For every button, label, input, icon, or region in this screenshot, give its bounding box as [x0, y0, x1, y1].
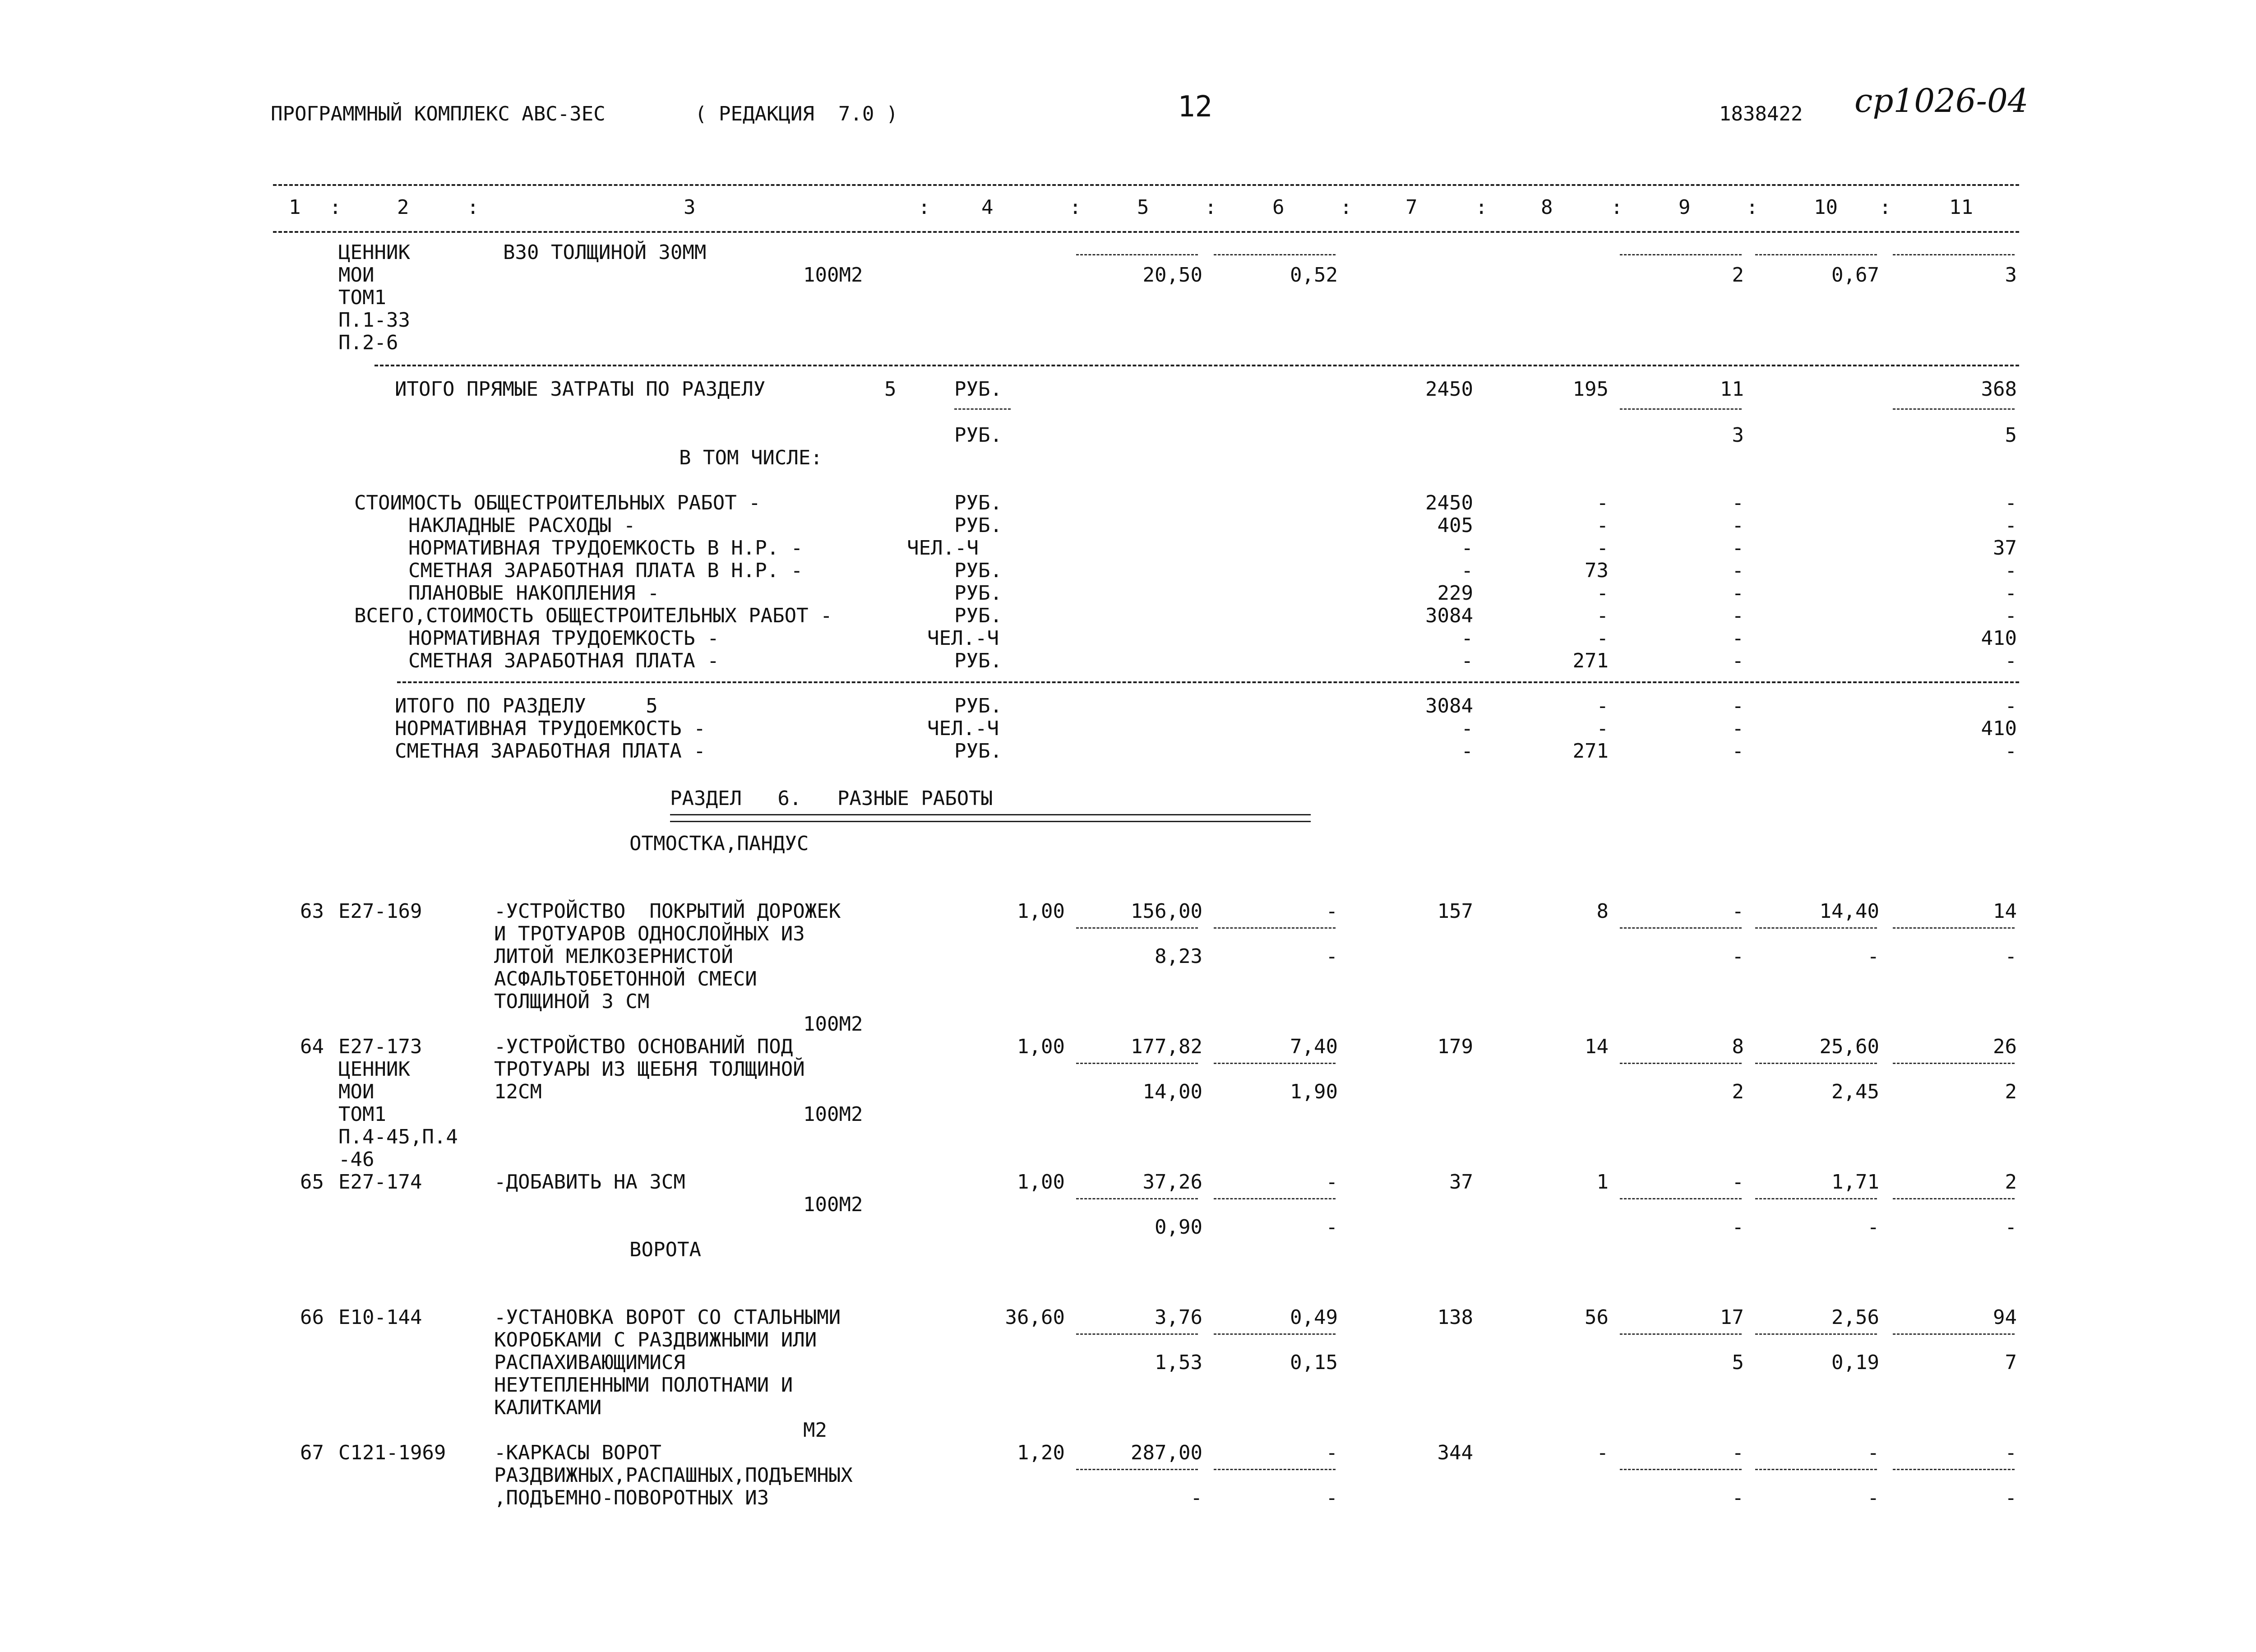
- cell-c4: 1,00: [1017, 1171, 1065, 1194]
- double-rule: [670, 814, 1311, 822]
- cell-c9: -: [1732, 514, 1744, 537]
- cell-c4: 1,00: [1017, 1035, 1065, 1058]
- cell-c5: 0,90: [1155, 1216, 1202, 1239]
- item-description: И ТРОТУАРОВ ОДНОСЛОЙНЫХ ИЗ: [494, 922, 805, 945]
- item-reference: МОИ: [338, 1080, 374, 1103]
- item-description: ТОЛЩИНОЙ 3 СМ: [494, 990, 650, 1013]
- total-unit: РУБ.: [954, 694, 1002, 717]
- subrule: [1076, 1469, 1198, 1470]
- column-header-cell: :: [1069, 196, 1082, 219]
- subrule: [1755, 927, 1877, 929]
- item-unit: 100М2: [803, 1103, 863, 1126]
- cell-c6: 0,49: [1290, 1306, 1338, 1329]
- subrule: [1755, 1469, 1877, 1470]
- cell-c5: 177,82: [1131, 1035, 1202, 1058]
- summary-unit: ЧЕЛ.-Ч: [907, 537, 979, 560]
- cell-c7: 179: [1437, 1035, 1473, 1058]
- subrule: [1076, 1063, 1198, 1064]
- cell-c11: 5: [2005, 424, 2017, 447]
- subrule: [1214, 1469, 1336, 1470]
- subrule: [1755, 1333, 1877, 1335]
- column-header-cell: :: [329, 196, 342, 219]
- item-number: 63: [300, 900, 324, 923]
- cell-c11: 37: [1993, 537, 2017, 560]
- summary-label: ПЛАНОВЫЕ НАКОПЛЕНИЯ -: [408, 582, 660, 605]
- subrule: [954, 408, 1011, 410]
- cell-c11: -: [2005, 1216, 2017, 1239]
- item-code: Е27-174: [338, 1171, 422, 1194]
- subrule: [1076, 254, 1198, 255]
- column-header-cell: 11: [1949, 196, 1973, 219]
- cell-c7: -: [1461, 627, 1473, 650]
- cell-c7: 405: [1437, 514, 1473, 537]
- item-number: 66: [300, 1306, 324, 1329]
- direct-costs-unit: РУБ.: [954, 378, 1002, 401]
- summary-unit: РУБ.: [954, 491, 1002, 514]
- cell-c10: 2,56: [1831, 1306, 1879, 1329]
- subrule: [1893, 1198, 2015, 1199]
- cell-c6: 1,90: [1290, 1080, 1338, 1103]
- rule: [374, 365, 2019, 366]
- cell-c8: 271: [1572, 649, 1609, 672]
- summary-label: СМЕТНАЯ ЗАРАБОТНАЯ ПЛАТА -: [408, 649, 719, 672]
- subrule: [1893, 1063, 2015, 1064]
- column-header-cell: :: [1340, 196, 1352, 219]
- cell-c8: -: [1596, 604, 1609, 627]
- subrule: [1214, 1063, 1336, 1064]
- subrule: [1620, 408, 1742, 410]
- cell-c8: 14: [1585, 1035, 1609, 1058]
- cell-c5: -: [1190, 1486, 1202, 1509]
- cell-c6: -: [1326, 1216, 1338, 1239]
- item-code: Е10-144: [338, 1306, 422, 1329]
- cell-c6: 7,40: [1290, 1035, 1338, 1058]
- cell-c9: -: [1732, 900, 1744, 923]
- cell-c8: 195: [1572, 378, 1609, 401]
- cell-c6: -: [1326, 900, 1338, 923]
- cell-c11: -: [2005, 1486, 2017, 1509]
- cell-c9: -: [1732, 1171, 1744, 1194]
- cell-c7: 3084: [1425, 694, 1473, 717]
- document-code: 1838422: [1719, 102, 1803, 125]
- summary-unit: РУБ.: [954, 649, 1002, 672]
- cell-c11: 2: [2005, 1171, 2017, 1194]
- item-description: -КАРКАСЫ ВОРОТ: [494, 1441, 661, 1464]
- rule-top: [273, 184, 2019, 186]
- item-reference: П.4-45,П.4: [338, 1125, 458, 1148]
- cell-c7: -: [1461, 649, 1473, 672]
- subrule: [1755, 1198, 1877, 1199]
- cell-c10: 0,67: [1831, 264, 1879, 287]
- item-description: РАСПАХИВАЮЩИМИСЯ: [494, 1351, 685, 1374]
- cell-c11: 7: [2005, 1351, 2017, 1374]
- cell-c9: 8: [1732, 1035, 1744, 1058]
- cell-c9: -: [1732, 1216, 1744, 1239]
- cell-c11: 26: [1993, 1035, 2017, 1058]
- cell-c11: -: [2005, 945, 2017, 968]
- cell-c9: -: [1732, 491, 1744, 514]
- cell-c9: -: [1732, 1441, 1744, 1464]
- cell-c7: -: [1461, 717, 1473, 740]
- column-header-cell: 10: [1814, 196, 1838, 219]
- item-unit: 100М2: [803, 1193, 863, 1216]
- summary-label: СТОИМОСТЬ ОБЩЕСТРОИТЕЛЬНЫХ РАБОТ -: [354, 491, 761, 514]
- item-description: РАЗДВИЖНЫХ,РАСПАШНЫХ,ПОДЪЕМНЫХ: [494, 1464, 853, 1487]
- column-header-cell: :: [1205, 196, 1217, 219]
- summary-label: СМЕТНАЯ ЗАРАБОТНАЯ ПЛАТА В Н.Р. -: [408, 559, 803, 582]
- cell-c9: -: [1732, 582, 1744, 605]
- cell-c10: 25,60: [1819, 1035, 1879, 1058]
- subrule: [1214, 1198, 1336, 1199]
- cell-c5: 37,26: [1142, 1171, 1202, 1194]
- cell-c8: -: [1596, 1441, 1609, 1464]
- cell-c11: -: [2005, 514, 2017, 537]
- subrule: [1893, 1469, 2015, 1470]
- cell-c9: -: [1732, 537, 1744, 560]
- including-label: В ТОМ ЧИСЛЕ:: [679, 446, 823, 469]
- cell-c9: 3: [1732, 424, 1744, 447]
- subrule: [1076, 1198, 1198, 1199]
- cell-c7: 2450: [1425, 491, 1473, 514]
- cell-c6: 0,15: [1290, 1351, 1338, 1374]
- column-header-cell: :: [467, 196, 479, 219]
- cell-c7: 3084: [1425, 604, 1473, 627]
- item-code: Е27-173: [338, 1035, 422, 1058]
- item-description: АСФАЛЬТОБЕТОННОЙ СМЕСИ: [494, 967, 757, 990]
- subrule: [1755, 1063, 1877, 1064]
- subrule: [1214, 1333, 1336, 1335]
- cell-c8: -: [1596, 491, 1609, 514]
- cell-c7: 157: [1437, 900, 1473, 923]
- cell-c9: -: [1732, 649, 1744, 672]
- program-title: ПРОГРАММНЫЙ КОМПЛЕКС АВС-3ЕС: [271, 102, 606, 125]
- cell-c11: 14: [1993, 900, 2017, 923]
- cell-c10: 0,19: [1831, 1351, 1879, 1374]
- cell-c7: -: [1461, 740, 1473, 763]
- summary-unit: РУБ.: [954, 604, 1002, 627]
- item-unit: М2: [803, 1419, 827, 1442]
- cell-c4: 1,00: [1017, 900, 1065, 923]
- cell-c10: 14,40: [1819, 900, 1879, 923]
- cell-c9: -: [1732, 740, 1744, 763]
- cell-c9: 11: [1720, 378, 1744, 401]
- column-header-cell: 4: [981, 196, 994, 219]
- direct-costs-unit2: РУБ.: [954, 424, 1002, 447]
- cell-c4: 1,20: [1017, 1441, 1065, 1464]
- cell-c9: 17: [1720, 1306, 1744, 1329]
- column-header-cell: 3: [684, 196, 696, 219]
- subrule: [1620, 927, 1742, 929]
- cell-c5: 8,23: [1155, 945, 1202, 968]
- item-description: НЕУТЕПЛЕННЫМИ ПОЛОТНАМИ И: [494, 1374, 793, 1397]
- subrule: [1893, 254, 2015, 255]
- cell-c6: -: [1326, 945, 1338, 968]
- column-header-cell: :: [1611, 196, 1623, 219]
- cell-c5: 20,50: [1142, 264, 1202, 287]
- column-header-cell: 7: [1405, 196, 1418, 219]
- item-reference: ТОМ1: [338, 1103, 386, 1126]
- item-description: ,ПОДЪЕМНО-ПОВОРОТНЫХ ИЗ: [494, 1486, 769, 1509]
- cell-c11: -: [2005, 694, 2017, 717]
- item-description: -УСТРОЙСТВО ПОКРЫТИЙ ДОРОЖЕК: [494, 900, 841, 923]
- item-reference: ЦЕННИК: [338, 1058, 410, 1081]
- item-description: КАЛИТКАМИ: [494, 1396, 602, 1419]
- cell-c8: -: [1596, 514, 1609, 537]
- rule-header-bottom: [273, 231, 2019, 233]
- cell-c10: -: [1867, 1441, 1879, 1464]
- cell-c5: 1,53: [1155, 1351, 1202, 1374]
- summary-label: ВСЕГО,СТОИМОСТЬ ОБЩЕСТРОИТЕЛЬНЫХ РАБОТ -: [354, 604, 832, 627]
- column-header-cell: 8: [1541, 196, 1553, 219]
- subrule: [1620, 1063, 1742, 1064]
- cell-c9: -: [1732, 717, 1744, 740]
- cell-c10: -: [1867, 945, 1879, 968]
- summary-label: НОРМАТИВНАЯ ТРУДОЕМКОСТЬ -: [408, 627, 719, 650]
- carryover-unit: 100М2: [803, 264, 863, 287]
- item-description: -УСТРОЙСТВО ОСНОВАНИЙ ПОД: [494, 1035, 793, 1058]
- cell-c11: 410: [1981, 717, 2017, 740]
- cell-c9: 5: [1732, 1351, 1744, 1374]
- column-header-cell: 6: [1272, 196, 1285, 219]
- cell-c6: 0,52: [1290, 264, 1338, 287]
- subrule: [1893, 927, 2015, 929]
- cell-c9: -: [1732, 694, 1744, 717]
- item-description: ТРОТУАРЫ ИЗ ЩЕБНЯ ТОЛЩИНОЙ: [494, 1058, 805, 1081]
- cell-c8: -: [1596, 694, 1609, 717]
- program-edition: ( РЕДАКЦИЯ 7.0 ): [695, 102, 898, 125]
- cell-c8: 56: [1585, 1306, 1609, 1329]
- total-label: НОРМАТИВНАЯ ТРУДОЕМКОСТЬ -: [395, 717, 706, 740]
- cell-c10: -: [1867, 1486, 1879, 1509]
- column-header-cell: :: [1475, 196, 1488, 219]
- subsection-title: ВОРОТА: [629, 1238, 701, 1261]
- cell-c9: -: [1732, 627, 1744, 650]
- column-header-cell: 1: [289, 196, 301, 219]
- cell-c7: -: [1461, 559, 1473, 582]
- subrule: [1076, 1333, 1198, 1335]
- cell-c11: -: [2005, 559, 2017, 582]
- cell-c11: 2: [2005, 1080, 2017, 1103]
- cell-c8: -: [1596, 537, 1609, 560]
- rule: [397, 681, 2019, 683]
- cell-c9: 2: [1732, 1080, 1744, 1103]
- cell-c11: 3: [2005, 264, 2017, 287]
- carryover-line: ТОМ1: [338, 286, 386, 309]
- cell-c11: -: [2005, 649, 2017, 672]
- subrule: [1620, 1198, 1742, 1199]
- cell-c8: 271: [1572, 740, 1609, 763]
- subrule: [1214, 927, 1336, 929]
- column-header-cell: :: [1746, 196, 1758, 219]
- summary-label: НОРМАТИВНАЯ ТРУДОЕМКОСТЬ В Н.Р. -: [408, 537, 803, 560]
- cell-c8: 73: [1585, 559, 1609, 582]
- cell-c11: 94: [1993, 1306, 2017, 1329]
- cell-c8: 1: [1596, 1171, 1609, 1194]
- direct-costs-section: 5: [884, 378, 897, 401]
- item-number: 65: [300, 1171, 324, 1194]
- item-number: 67: [300, 1441, 324, 1464]
- column-header-cell: 9: [1678, 196, 1691, 219]
- subrule: [1620, 1469, 1742, 1470]
- subsection-title: ОТМОСТКА,ПАНДУС: [629, 832, 809, 855]
- summary-unit: РУБ.: [954, 582, 1002, 605]
- subrule: [1755, 254, 1877, 255]
- cell-c11: 368: [1981, 378, 2017, 401]
- cell-c10: 1,71: [1831, 1171, 1879, 1194]
- cell-c10: -: [1867, 1216, 1879, 1239]
- carryover-desc: В30 ТОЛЩИНОЙ 30ММ: [503, 241, 707, 264]
- cell-c5: 3,76: [1155, 1306, 1202, 1329]
- cell-c7: 2450: [1425, 378, 1473, 401]
- cell-c9: 2: [1732, 264, 1744, 287]
- section-title: РАЗДЕЛ 6. РАЗНЫЕ РАБОТЫ: [670, 787, 993, 810]
- item-description: -ДОБАВИТЬ НА 3СМ: [494, 1171, 685, 1194]
- cell-c11: 410: [1981, 627, 2017, 650]
- cell-c11: -: [2005, 604, 2017, 627]
- page-number: 12: [1178, 90, 1213, 124]
- cell-c11: -: [2005, 582, 2017, 605]
- cell-c6: -: [1326, 1441, 1338, 1464]
- item-description: ЛИТОЙ МЕЛКОЗЕРНИСТОЙ: [494, 945, 733, 968]
- cell-c11: -: [2005, 491, 2017, 514]
- cell-c8: -: [1596, 717, 1609, 740]
- item-code: С121-1969: [338, 1441, 446, 1464]
- item-description: КОРОБКАМИ С РАЗДВИЖНЫМИ ИЛИ: [494, 1328, 817, 1351]
- carryover-line: МОИ: [338, 264, 374, 287]
- cell-c7: 37: [1449, 1171, 1473, 1194]
- cell-c4: 36,60: [1005, 1306, 1065, 1329]
- subrule: [1214, 254, 1336, 255]
- cell-c11: -: [2005, 1441, 2017, 1464]
- total-label: СМЕТНАЯ ЗАРАБОТНАЯ ПЛАТА -: [395, 740, 706, 763]
- total-unit: РУБ.: [954, 740, 1002, 763]
- handwritten-mark: cp1026-04: [1854, 82, 2029, 120]
- summary-unit: РУБ.: [954, 514, 1002, 537]
- item-reference: -46: [338, 1148, 374, 1171]
- cell-c8: 8: [1596, 900, 1609, 923]
- total-unit: ЧЕЛ.-Ч: [927, 717, 999, 740]
- carryover-line: П.1-33: [338, 309, 410, 332]
- cell-c9: -: [1732, 559, 1744, 582]
- cell-c9: -: [1732, 945, 1744, 968]
- subrule: [1893, 408, 2015, 410]
- item-description: -УСТАНОВКА ВОРОТ СО СТАЛЬНЫМИ: [494, 1306, 841, 1329]
- item-code: Е27-169: [338, 900, 422, 923]
- cell-c9: -: [1732, 1486, 1744, 1509]
- cell-c7: -: [1461, 537, 1473, 560]
- column-header-cell: :: [1879, 196, 1891, 219]
- cell-c11: -: [2005, 740, 2017, 763]
- item-number: 64: [300, 1035, 324, 1058]
- cell-c7: 344: [1437, 1441, 1473, 1464]
- cell-c8: -: [1596, 582, 1609, 605]
- cell-c5: 156,00: [1131, 900, 1202, 923]
- cell-c7: 229: [1437, 582, 1473, 605]
- summary-label: НАКЛАДНЫЕ РАСХОДЫ -: [408, 514, 636, 537]
- column-header-cell: :: [918, 196, 930, 219]
- total-label: ИТОГО ПО РАЗДЕЛУ 5: [395, 694, 658, 717]
- direct-costs-label: ИТОГО ПРЯМЫЕ ЗАТРАТЫ ПО РАЗДЕЛУ: [395, 378, 766, 401]
- summary-unit: РУБ.: [954, 559, 1002, 582]
- summary-unit: ЧЕЛ.-Ч: [927, 627, 999, 650]
- cell-c6: -: [1326, 1486, 1338, 1509]
- cell-c5: 287,00: [1131, 1441, 1202, 1464]
- cell-c8: -: [1596, 627, 1609, 650]
- cell-c9: -: [1732, 604, 1744, 627]
- subrule: [1620, 1333, 1742, 1335]
- column-header-cell: 5: [1137, 196, 1149, 219]
- cell-c6: -: [1326, 1171, 1338, 1194]
- carryover-line: П.2-6: [338, 331, 398, 354]
- subrule: [1893, 1333, 2015, 1335]
- column-header-cell: 2: [397, 196, 409, 219]
- carryover-line: ЦЕННИК: [338, 241, 410, 264]
- cell-c7: 138: [1437, 1306, 1473, 1329]
- item-description: 12СМ: [494, 1080, 542, 1103]
- cell-c5: 14,00: [1142, 1080, 1202, 1103]
- cell-c10: 2,45: [1831, 1080, 1879, 1103]
- item-unit: 100М2: [803, 1013, 863, 1036]
- subrule: [1620, 254, 1742, 255]
- subrule: [1076, 927, 1198, 929]
